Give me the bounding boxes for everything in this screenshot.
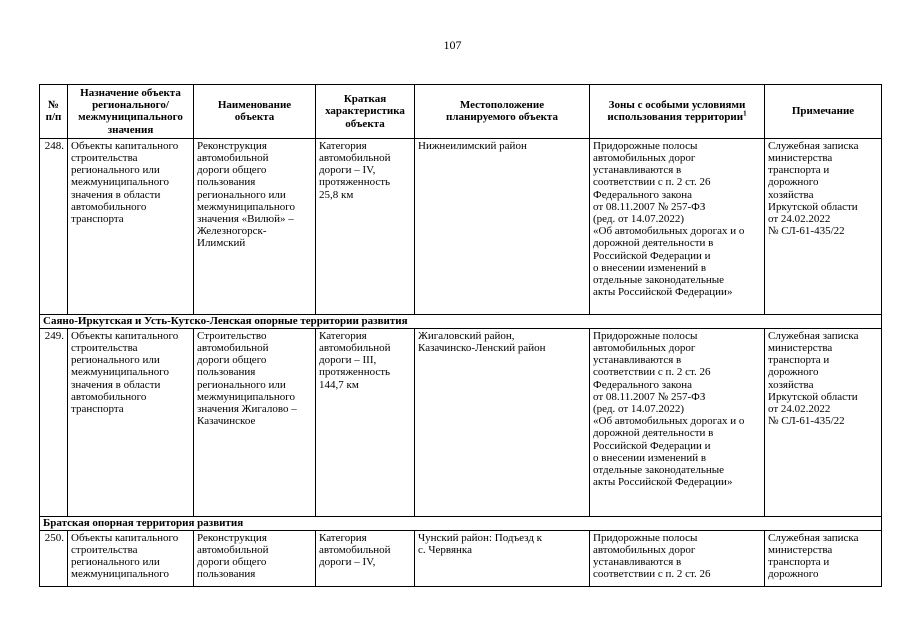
section-title: Саяно-Иркутская и Усть-Кутско-Ленская опорные территории развития <box>40 314 882 328</box>
cell-characteristic: Категория автомобильной дороги – IV, <box>316 530 415 586</box>
cell-zones: Придорожные полосы автомобильных дорог устанавливаются в соответствии с п. 2 ст. 26 <box>590 530 765 586</box>
cell-location: Чунский район: Подъезд к с. Червянка <box>415 530 590 586</box>
table-row <box>40 328 882 516</box>
header-location: Местоположение планируемого объекта <box>415 85 590 139</box>
section-row <box>40 314 882 328</box>
planned-objects-table <box>39 84 882 587</box>
cell-note: Служебная записка министерства транспорта и дорожного хозяйства Иркутской области от 24.02.2022 № СЛ-61-435/22 <box>765 138 882 314</box>
cell-characteristic: Категория автомобильной дороги – III, протяженность 144,7 км <box>316 328 415 516</box>
cell-name: Реконструкция автомобильной дороги общего пользования <box>194 530 316 586</box>
table-header-row <box>40 85 882 139</box>
footnote-marker: 1 <box>743 109 747 118</box>
cell-name: Реконструкция автомобильной дороги общего пользования регионального или межмуниципального значения «Вилюй» – Железногорск- Илимский <box>194 138 316 314</box>
cell-purpose: Объекты капитального строительства регионального или межмуниципального <box>68 530 194 586</box>
row-number: 250. <box>40 530 68 586</box>
page-number: 107 <box>443 38 462 52</box>
header-characteristic: Краткая характеристика объекта <box>316 85 415 139</box>
section-row <box>40 516 882 530</box>
header-number: № п/п <box>40 85 68 139</box>
cell-note: Служебная записка министерства транспорта и дорожного <box>765 530 882 586</box>
cell-location: Нижнеилимский район <box>415 138 590 314</box>
header-purpose: Назначение объекта регионального/ межмуниципального значения <box>68 85 194 139</box>
cell-name: Строительство автомобильной дороги общего пользования регионального или межмуниципального значения Жигалово – Казачинское <box>194 328 316 516</box>
header-zones <box>590 85 765 139</box>
cell-location: Жигаловский район, Казачинско-Ленский район <box>415 328 590 516</box>
cell-purpose: Объекты капитального строительства регионального или межмуниципального значения в области автомобильного транспорта <box>68 328 194 516</box>
row-number: 249. <box>40 328 68 516</box>
cell-zones: Придорожные полосы автомобильных дорог устанавливаются в соответствии с п. 2 ст. 26 Федерального закона от 08.11.2007 № 257-ФЗ (ред. от 14.07.2022) «Об автомобильных дорогах и о дорожной деятельности в Российской Федерации и о внесении изменений в отдельные законодательные акты Российской Федерации» <box>590 138 765 314</box>
header-name: Наименование объекта <box>194 85 316 139</box>
header-zones-label: Зоны с особыми условиями использования территории <box>607 99 746 124</box>
cell-purpose: Объекты капитального строительства регионального или межмуниципального значения в области автомобильного транспорта <box>68 138 194 314</box>
cell-note: Служебная записка министерства транспорта и дорожного хозяйства Иркутской области от 24.02.2022 № СЛ-61-435/22 <box>765 328 882 516</box>
cell-zones: Придорожные полосы автомобильных дорог устанавливаются в соответствии с п. 2 ст. 26 Федерального закона от 08.11.2007 № 257-ФЗ (ред. от 14.07.2022) «Об автомобильных дорогах и о дорожной деятельности в Российской Федерации и о внесении изменений в отдельные законодательные акты Российской Федерации» <box>590 328 765 516</box>
section-title: Братская опорная территория развития <box>40 516 882 530</box>
table-row <box>40 530 882 586</box>
header-note: Примечание <box>765 85 882 139</box>
row-number: 248. <box>40 138 68 314</box>
table-row <box>40 138 882 314</box>
cell-characteristic: Категория автомобильной дороги – IV, протяженность 25,8 км <box>316 138 415 314</box>
